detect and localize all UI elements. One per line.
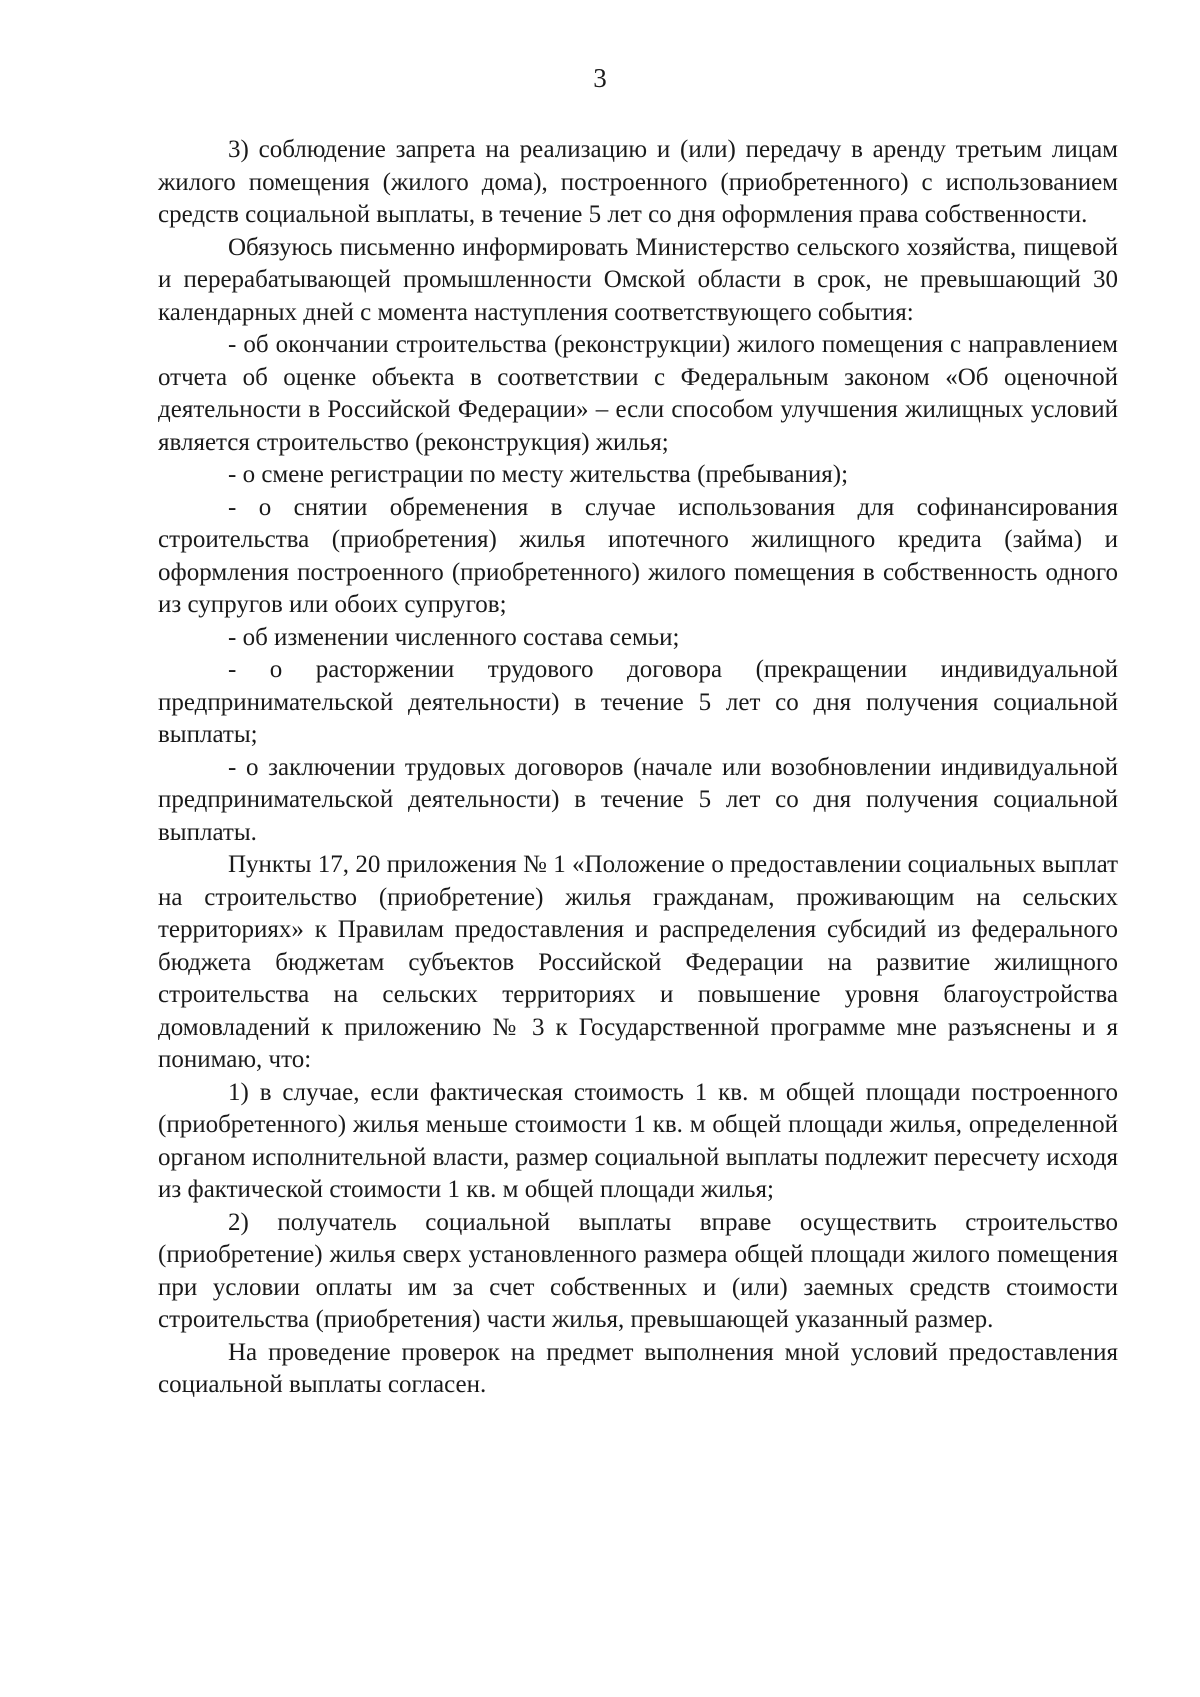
document-body — [158, 134, 1118, 1402]
paragraph: - о заключении трудовых договоров (начале или возобновлении индивидуальной предпринимательской деятельности) в течение 5 лет со дня получения социальной выплаты. — [158, 753, 1118, 846]
paragraph: - об окончании строительства (реконструкции) жилого помещения с направлением отчета об оценке объекта в соответствии с Федеральным законом «Об оценочной деятельности в Российской Федерации» – если способом улучшения жилищных условий является строительство (реконструкция) жилья; — [158, 331, 1118, 456]
paragraph: 1) в случае, если фактическая стоимость 1 кв. м общей площади построенного (приобретенного) жилья меньше стоимости 1 кв. м общей площади жилья, определенной органом исполнительной власти, размер социальной выплаты подлежит пересчету исходя из фактической стоимости 1 кв. м общей площади жилья; — [158, 1078, 1118, 1203]
paragraph: - об изменении численного состава семьи; — [228, 623, 680, 651]
page-number: 3 — [593, 63, 607, 93]
paragraph: - о смене регистрации по месту жительства (пребывания); — [228, 461, 849, 488]
paragraph: 2) получатель социальной выплаты вправе осуществить строительство (приобретение) жилья сверх установленного размера общей площади жилого помещения при условии оплаты им за счет собственных и (или) заемных средств стоимости строительства (приобретения) части жилья, превышающей указанный размер. — [158, 1208, 1118, 1333]
paragraph: - о снятии обременения в случае использования для софинансирования строительства (приобретения) жилья ипотечного жилищного кредита (займа) и оформления построенного (приобретенного) жилого помещения в собственность одного из супругов или обоих супругов; — [158, 493, 1118, 618]
paragraph: На проведение проверок на предмет выполнения мной условий предоставления социальной выплаты согласен. — [158, 1338, 1118, 1398]
paragraph: - о расторжении трудового договора (прекращении индивидуальной предпринимательской деятельности) в течение 5 лет со дня получения социальной выплаты; — [158, 656, 1118, 748]
paragraph: Обязуюсь письменно информировать Министерство сельского хозяйства, пищевой и перерабатывающей промышленности Омской области в срок, не превышающий 30 календарных дней с момента наступления соответствующего события: — [158, 233, 1118, 326]
paragraph: Пункты 17, 20 приложения № 1 «Положение о предоставлении социальных выплат на строительство (приобретение) жилья гражданам, проживающим на сельских территориях» к Правилам предоставления и распределения субсидий из федерального бюджета бюджетам субъектов Российской Федерации на развитие жилищного строительства на сельских территориях и повышение уровня благоустройства домовладений к приложению № 3 к Государственной программе мне разъяснены и я понимаю, что: — [158, 851, 1118, 1073]
paragraph: 3) соблюдение запрета на реализацию и (или) передачу в аренду третьим лицам жилого помещения (жилого дома), построенного (приобретенного) с использованием средств социальной выплаты, в течение 5 лет со дня оформления права собственности. — [158, 136, 1118, 228]
